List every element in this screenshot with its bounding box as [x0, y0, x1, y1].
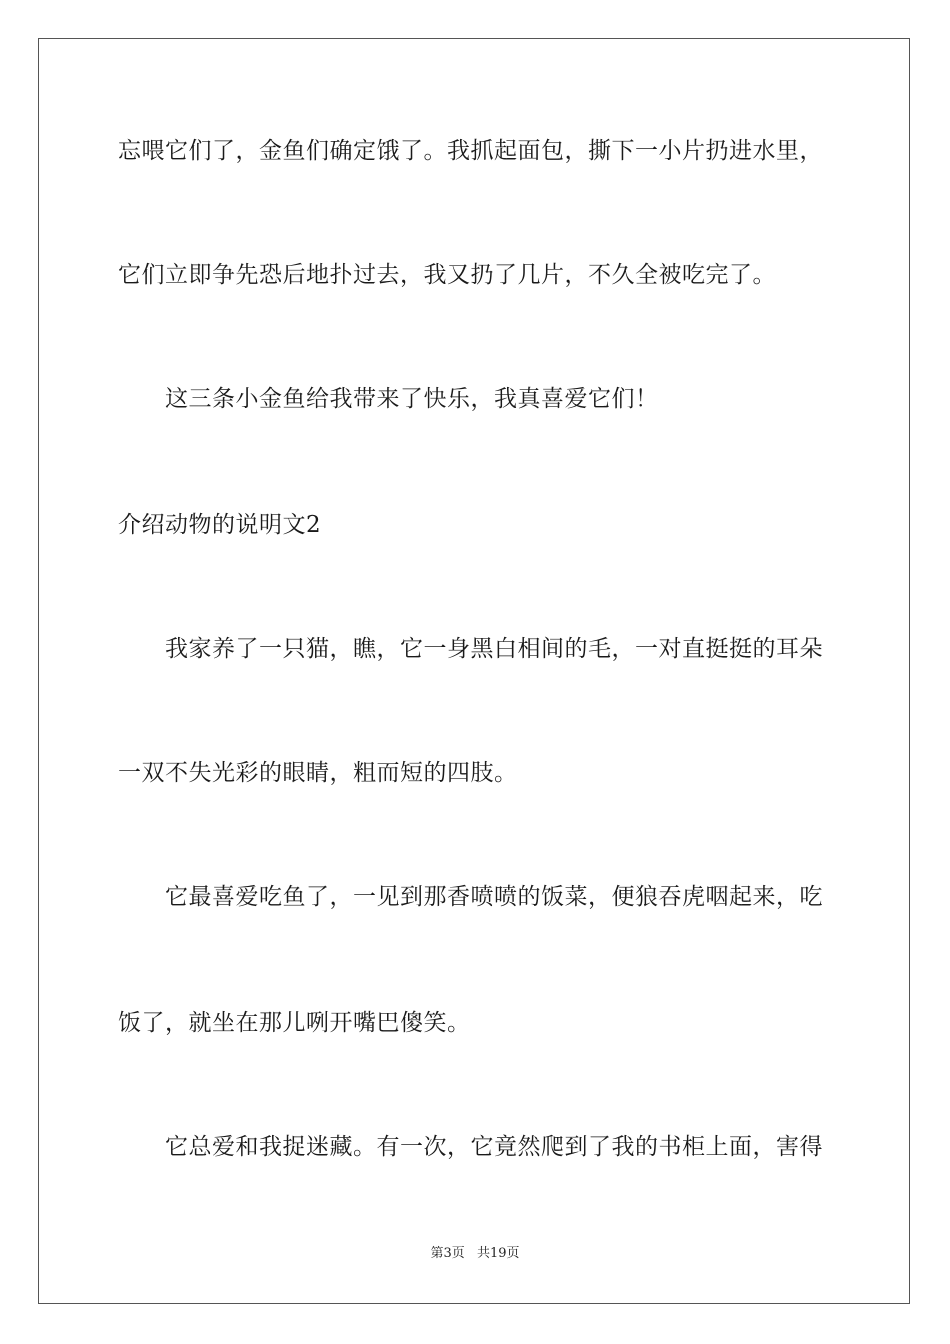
paragraph-line: 一双不失光彩的眼睛，粗而短的四肢。 — [118, 760, 518, 786]
paragraph-line: 它们立即争先恐后地扑过去，我又扔了几片，不久全被吃完了。 — [118, 262, 776, 288]
paragraph-line: 我家养了一只猫，瞧，它一身黑白相间的毛，一对直挺挺的耳朵 — [165, 636, 823, 662]
page-total: 共19页 — [476, 1246, 520, 1261]
paragraph-line: 它总爱和我捉迷藏。有一次，它竟然爬到了我的书柜上面，害得 — [165, 1134, 823, 1160]
paragraph-line: 它最喜爱吃鱼了，一见到那香喷喷的饭菜，便狼吞虎咽起来，吃 — [165, 884, 823, 910]
paragraph-line: 饭了，就坐在那儿咧开嘴巴傻笑。 — [118, 1010, 471, 1036]
paragraph-line: 忘喂它们了，金鱼们确定饿了。我抓起面包，撕下一小片扔进水里， — [118, 138, 823, 164]
page-border — [38, 38, 910, 1304]
page-number: 第3页 — [430, 1246, 465, 1261]
paragraph-line: 这三条小金鱼给我带来了快乐，我真喜爱它们！ — [165, 386, 659, 412]
section-heading: 介绍动物的说明文2 — [118, 512, 322, 538]
page-footer — [0, 1245, 950, 1263]
